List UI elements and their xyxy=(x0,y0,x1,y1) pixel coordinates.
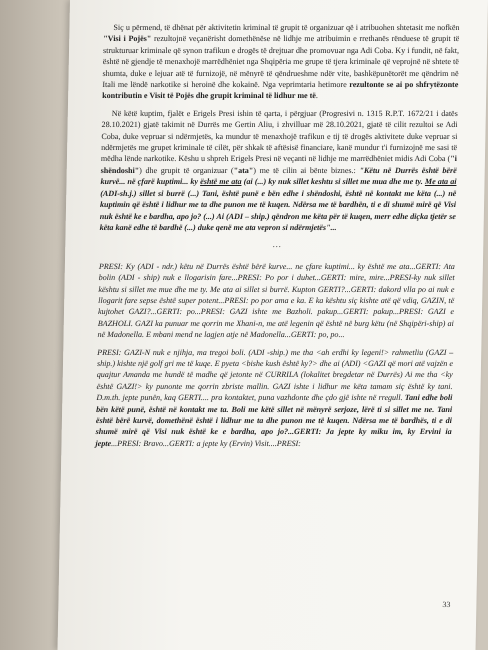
paragraph-1-period: . xyxy=(315,91,319,101)
paragraph-2 xyxy=(100,108,458,233)
quote-part-1: "Këtu në Durrës është bërë kurvë... në çfarë kuptimi... ky xyxy=(100,165,457,187)
transcript-paragraph-3: PRESI: Ky (ADI - ndr.) këtu në Durrës është bërë kurve... ne çfare kuptimi... ky është me ata...GERTI: Ata bolin (ADI - ship) nuk e llogarisin fare...PRESI: Po por i duhet...GERTI: mire, mire...PRESI-ky nuk sillet kështu si sillet me mue dhe me ty. Me ata ai sillet si burrë. Kupton GERTI?...GERTI: dakord vlla po ai nuk e llogarit fare sepse është super potent...PRESI: po por ama e ka. E ka kështu siç kishte atë që vdiq, GAZIN, të kujtohet GAZI?...GERTI: po...PRESI: GAZI ishte me Bazholi. pakup...GERTI: pakup...PRESI: GAZI e BAZHOLI. GAZI ka punuar me qorrin me Xhani-n, me atë legenin që është në burg këtu (në Shqipëri-ship) ai në Madonella. E mbani mend ne lagjen atje në Madonella...GERTI: po, po... xyxy=(97,261,455,340)
quote-underlined-2: Me ata ai xyxy=(424,177,457,187)
paragraph-1-bold-conclusion: rezultonte se ai po shfrytëzonte kontributin e Visit të Pojës dhe grupit kriminal të lidhur me të xyxy=(102,80,459,101)
page-content xyxy=(95,22,459,455)
paragraph-1-middle: rezultojnë veçanërisht domethënëse në lidhje me atribuimin e rrethanës rënduese të grupit të strukturuar kriminale që synon trafikun e drogës të drejtuar dhe promovuar nga Adi Coba. Ky i fundit, në fakt, është në gjendje të menaxhojë marrëdhëniet nga Shqipëria me grupe të tjera kriminale që veprojnë në shtete të shumta, duke e lejuar atë të furnizojë, në mënyrë të qëndrueshme ndër vite, bashkëpunëtorët me qëndrim në Itali me lëndë narkotike si heroinë dhe kokainë. Nga veprimtaria hetimore xyxy=(102,34,460,90)
quote-part-3: (ADI-sh.j.) sillet si burrë (...) Tani, është punë e bën edhe i shëndoshi, është në kontakt me këta (...) në kuptimin që është i lidhur me ta dhe punon me të kuqen. Ndërsa me të bardhën, ti e di shumë mirë që Visi nuk është ke e bardha, apo jo? (...) Ai (ADI – ship.) qëndron me këta për të kuqen, merr edhe diçka tjetër se këta kanë edhe të bardhë (...) duke qenë me ata vepron si ndërmjetës" xyxy=(99,188,457,232)
quoted-name-shendoshi: "i shëndoshi" xyxy=(100,154,458,175)
quote-end: ... xyxy=(330,222,337,232)
quote-underlined-1: është me ata xyxy=(200,177,242,187)
section-separator: ... xyxy=(272,240,282,250)
transcript-4-text: PRESI: GAZI-N nuk e njihja, ma tregoi boli. (ADI -ship.) me tha <ah erdhi ky legeni!> rahmetliu (GAZI – ship.) kishte një golf gri me të kuqe. E pyeta <bishe kush është ky?> dhe ai (ADI) <GAZI që mori atë vajzën e quajtur Amanda me hundë të madhe që jetonte në CURRILA (lokalitet bregdetar në Durrës) Ai me tha <ky është GAZI!> ky punonte me qorrin zbriste mallin. GAZI ishte i lidhur me këta tamam siç është ky tani. D.m.th. jepte punën, kaq GERTI.... pra kontaktet, puna vazhdonte dhe çdo gjë ishte në rregull. xyxy=(96,347,454,403)
paragraph-2-text: Në këtë kuptim, fjalët e Erigels Presi ishin të qarta, i përgjuar (Progresivi n. 1315 R.P.T. 1672/21 i datës 28.10.2021) gjatë takimit në Durrës me Gertin Aliu, i zhvilluar më 28.10.2021, gjatë të cilit rezultoi se Adi Coba, duke vepruar si ndërmjetës, ka mundur të menaxhojë trafikun e tij të drogës aktivitete duke vepruar si ndërmjetës me grupet kriminale të cilët, për shkak të aftësisë financiare, kanë mundur t'i furnizojnë me sasi të mëdha lënde narkotike. Këshu u shpreh Erigels Presi në veçanti në lidhje me marrëdhëniet midis Adi Coba ( xyxy=(100,108,458,164)
page-number: 33 xyxy=(442,600,451,609)
transcript-4-bold: Tani edhe boli bën këtë punë, është në kontakt me ta. Boli me këtë sillet në mënyrë serjoze, lërë ti si sillet me ne. Tani është bërë kurvë, domethënë është i lidhur me ta dhe punon me të kuqen. Ndërsa me të bardhës, ti e di shumë mirë që Visi nuk është ke e bardha, apo jo?...GERTI: Ja jepte ky miku im, ky Ervini ia jepte xyxy=(95,393,453,448)
paragraph-1 xyxy=(102,22,460,102)
document-page xyxy=(58,0,488,650)
quoted-group-ata: "ata" xyxy=(233,165,254,175)
paragraph-1-intro: Siç u përmend, të dhënat për aktivitetin kriminal të grupit të organizuar që i atribuohen shtetasit me nofkën xyxy=(113,23,460,32)
paragraph-2-after: ) me të cilin ai bënte biznes.: xyxy=(253,165,360,175)
transcript-paragraph-4 xyxy=(95,347,453,450)
quote-part-2: (ai (...) ky nuk sillet keshtu si sillet me mua dhe me ty. xyxy=(241,177,426,187)
transcript-4-end: ...PRESI: Bravo...GERTI: a jepte ky (Ervin) Visit....PRESI: xyxy=(111,438,302,448)
nickname-visi: "Visi i Pojës" xyxy=(103,34,152,44)
paragraph-2-mid: ) dhe grupit të organizuar ( xyxy=(139,165,234,175)
